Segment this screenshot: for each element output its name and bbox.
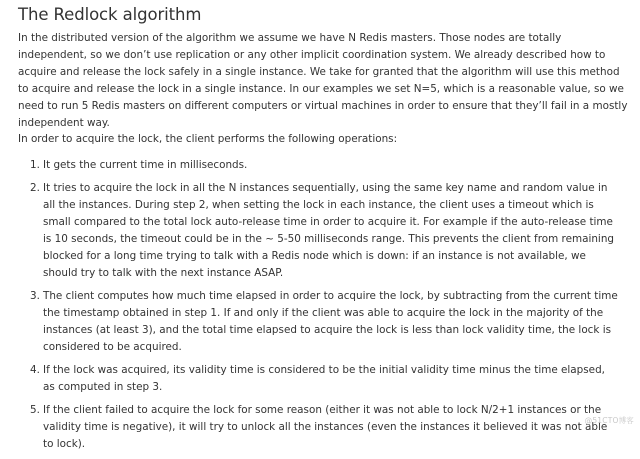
- list-item: [18, 180, 618, 282]
- list-item: [18, 288, 618, 356]
- intro-paragraph: In the distributed version of the algorithm we assume we have N Redis masters. Those nodes are totally independent, so we don’t use replication or any other implicit coordination system. We already described how to acquire and release the lock safely in a single instance. We take for granted that the algorithm will use this method to acquire and release the lock in a single instance. In our examples we set N=5, which is a reasonable value, so we need to run 5 Redis masters on different computers or virtual machines in order to ensure that they’ll fail in a mostly independent way.: [18, 32, 628, 129]
- step-number: 1.: [30, 159, 40, 171]
- list-item: [18, 157, 618, 174]
- step-text: If the client failed to acquire the lock for some reason (either it was not able to lock N/2+1 instances or the validity time is negative), it will try to unlock all the instances (even the instances it believed it was not able to lock).: [43, 404, 608, 450]
- step-number: 3.: [30, 290, 40, 302]
- step-text: The client computes how much time elapsed in order to acquire the lock, by subtracting from the current time the timestamp obtained in step 1. If and only if the client was able to acquire the lock in the majority of the instances (at least 3), and the total time elapsed to acquire the lock is less than lock validity time, the lock is considered to be acquired.: [43, 290, 618, 353]
- steps-list: [18, 157, 618, 459]
- step-number: 2.: [30, 182, 40, 194]
- list-item: [18, 402, 618, 453]
- list-item: [18, 362, 618, 396]
- watermark: @51CTO博客: [584, 416, 634, 425]
- step-number: 4.: [30, 364, 40, 376]
- step-number: 5.: [30, 404, 40, 416]
- step-text: If the lock was acquired, its validity time is considered to be the initial validity time minus the time elapsed, as computed in step 3.: [43, 364, 605, 393]
- step-text: It tries to acquire the lock in all the N instances sequentially, using the same key name and random value in all the instances. During step 2, when setting the lock in each instance, the client uses a timeout which is small compared to the total lock auto-release time in order to acquire it. For example if the auto-release time is 10 seconds, the timeout could be in the ~ 5-50 milliseconds range. This prevents the client from remaining blocked for a long time trying to talk with a Redis node which is down: if an instance is not available, we should try to talk with the next instance ASAP.: [43, 182, 615, 279]
- step-text: It gets the current time in milliseconds.: [43, 159, 248, 171]
- lead-paragraph: In order to acquire the lock, the client performs the following operations:: [18, 133, 398, 145]
- section-title: The Redlock algorithm: [18, 5, 202, 24]
